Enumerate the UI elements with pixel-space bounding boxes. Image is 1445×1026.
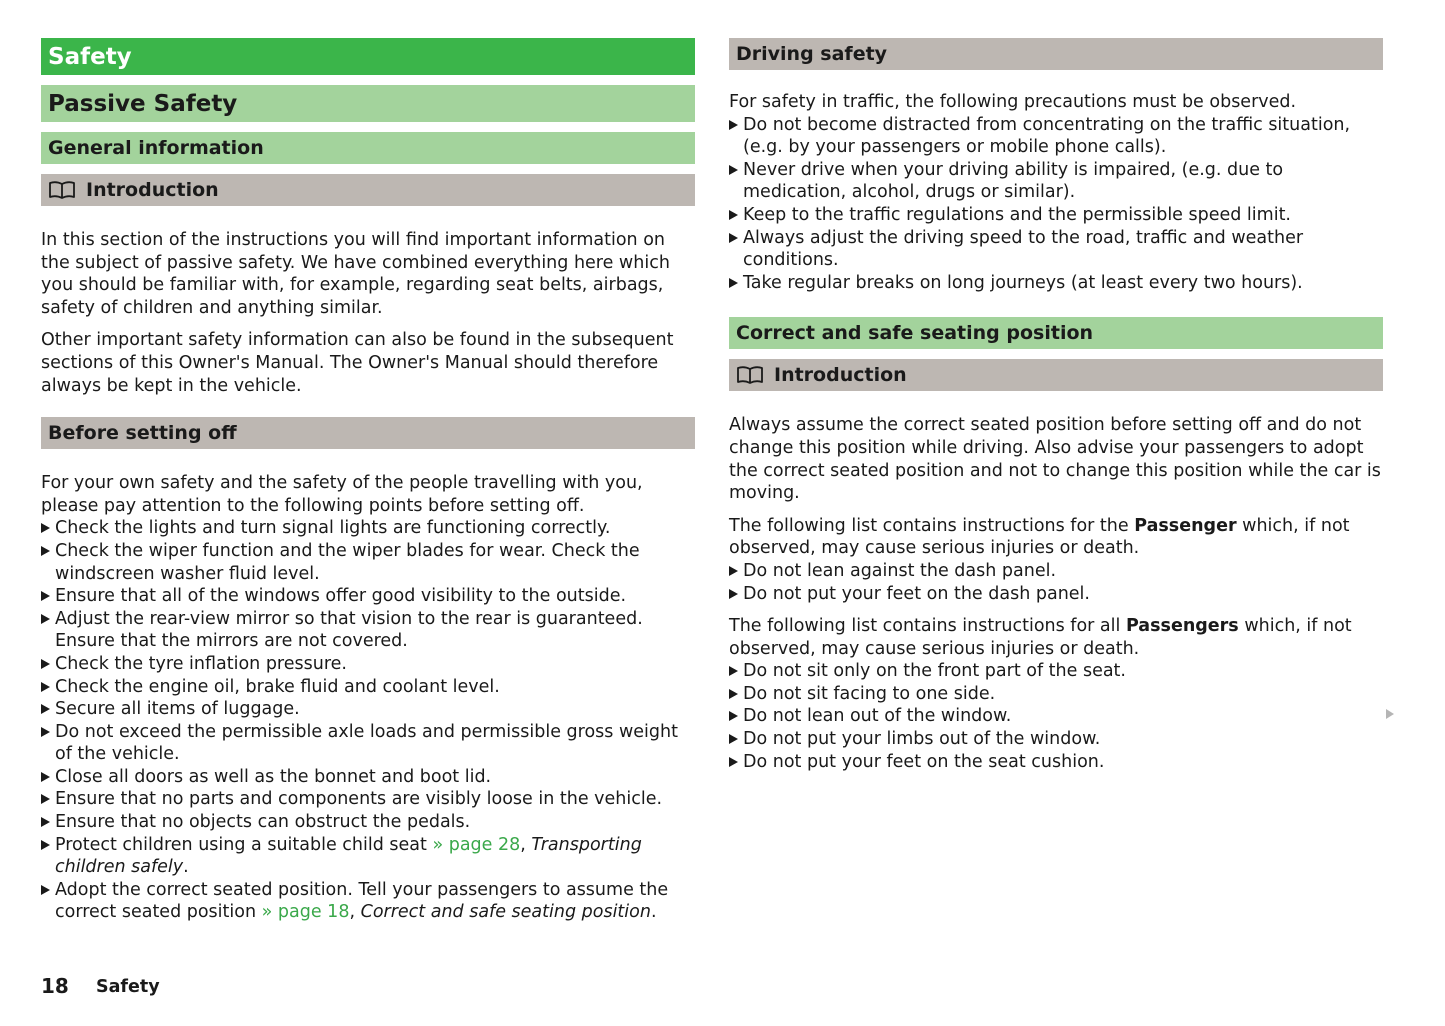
- list-item: [41, 540, 695, 585]
- list-item: [729, 204, 1383, 227]
- list-item: [729, 683, 1383, 706]
- list-item: [41, 788, 695, 811]
- list-item-text: Check the tyre inflation pressure.: [55, 653, 347, 674]
- bullet-arrow-icon: [729, 734, 738, 744]
- list-item-text: Ensure that no objects can obstruct the pedals.: [55, 812, 471, 833]
- before-setting-off-intro: For your own safety and the safety of the people travelling with you, please pay attention to the following points before setting off.: [41, 473, 643, 516]
- bullet-arrow-icon: [41, 659, 50, 669]
- book-icon: [736, 365, 764, 385]
- driving-safety-heading-text: Driving safety: [736, 43, 888, 65]
- bullet-arrow-icon: [41, 591, 50, 601]
- seating-introduction-heading: [729, 359, 1383, 391]
- bullet-arrow-icon: [729, 689, 738, 699]
- bullet-arrow-icon: [41, 614, 50, 624]
- before-setting-off-heading-text: Before setting off: [48, 422, 237, 445]
- list-item-text: Always adjust the driving speed to the road, traffic and weather conditions.: [743, 227, 1304, 271]
- passenger-bold: Passenger: [1134, 515, 1237, 536]
- list-item: [41, 608, 695, 653]
- passengers-bold: Passengers: [1125, 616, 1239, 637]
- bullet-arrow-icon: [41, 885, 50, 895]
- list-item-text: Protect children using a suitable child seat: [55, 834, 427, 855]
- bullet-arrow-icon: [41, 704, 50, 714]
- list-item: [41, 811, 695, 834]
- list-item: [41, 653, 695, 676]
- intro-paragraph-1: In this section of the instructions you will find important information on the subject of passive safety. We have combined everything here which you should be familiar with, for example, regarding seat belts, airbags, safety of children and anything similar.: [41, 230, 670, 318]
- list-item: [729, 227, 1383, 272]
- introduction-heading-text: Introduction: [774, 364, 907, 387]
- bullet-arrow-icon: [729, 120, 738, 130]
- list-item-text: Do not put your feet on the seat cushion.: [743, 751, 1105, 772]
- list-item: [729, 705, 1383, 728]
- bullet-arrow-icon: [41, 546, 50, 556]
- intro-paragraph-2: Other important safety information can also be found in the subsequent sections of this Owner's Manual. The Owner's Manual should therefore always be kept in the vehicle.: [41, 330, 674, 396]
- bullet-arrow-icon: [729, 278, 738, 288]
- driving-safety-heading: [729, 38, 1383, 70]
- list-item-seated-position: Adopt the correct seated position. Tell your passengers to assume the correct seated position » page 18, Correct and safe seating position.: [41, 879, 695, 924]
- list-item-text: Take regular breaks on long journeys (at least every two hours).: [743, 272, 1303, 293]
- list-item-text: Keep to the traffic regulations and the permissible speed limit.: [743, 204, 1291, 225]
- driving-safety-list: [729, 114, 1383, 295]
- footer-section-title: Safety: [96, 977, 160, 997]
- passengers-list: [729, 660, 1383, 773]
- section-heading-passive-safety: [41, 85, 695, 122]
- bullet-arrow-icon: [41, 523, 50, 533]
- chapter-heading-safety: [41, 38, 695, 75]
- seating-position-heading: [729, 317, 1383, 349]
- list-item-text: Check the lights and turn signal lights are functioning correctly.: [55, 518, 611, 539]
- list-item-text: Adjust the rear-view mirror so that vision to the rear is guaranteed. Ensure that the mirrors are not covered.: [55, 608, 643, 652]
- bullet-arrow-icon: [729, 589, 738, 599]
- list-item: [729, 583, 1383, 606]
- cross-reference-title: Correct and safe seating position: [360, 902, 651, 923]
- list-item-text: Adopt the correct seated position. Tell your passengers to assume the correct seated position: [55, 879, 669, 923]
- list-item-text: Do not lean against the dash panel.: [743, 560, 1057, 581]
- list-item-text: Never drive when your driving ability is impaired, (e.g. due to medication, alcohol, drugs or similar).: [743, 159, 1284, 203]
- passenger-paragraph: [729, 515, 1383, 560]
- list-item-text: Do not put your feet on the dash panel.: [743, 583, 1090, 604]
- subsection-heading-text: General information: [48, 137, 264, 159]
- before-setting-off-heading: [41, 417, 695, 449]
- seating-position-heading-text: Correct and safe seating position: [736, 322, 1094, 345]
- book-icon: [48, 180, 76, 200]
- bullet-arrow-icon: [41, 772, 50, 782]
- list-item: [729, 114, 1383, 159]
- list-item-text: Ensure that all of the windows offer good visibility to the outside.: [55, 586, 627, 607]
- list-item: [729, 728, 1383, 751]
- page-28-link[interactable]: » page 28: [432, 834, 521, 855]
- list-item-text: Do not sit only on the front part of the seat.: [743, 661, 1126, 682]
- passenger-text-pre: The following list contains instructions for the: [729, 515, 1129, 536]
- bullet-arrow-icon: [729, 210, 738, 220]
- chapter-heading-text: Safety: [48, 43, 132, 70]
- list-item-text: Close all doors as well as the bonnet and boot lid.: [55, 766, 492, 787]
- list-item-text: Do not lean out of the window.: [743, 706, 1012, 727]
- list-item: [729, 660, 1383, 683]
- list-item: [41, 698, 695, 721]
- list-item-text: Do not become distracted from concentrating on the traffic situation, (e.g. by your passengers or mobile phone calls).: [743, 114, 1351, 158]
- list-item-text: Do not exceed the permissible axle loads and permissible gross weight of the vehicle.: [55, 721, 678, 765]
- continue-arrow-icon: [1386, 709, 1394, 719]
- bullet-arrow-icon: [729, 233, 738, 243]
- list-item-text: Do not sit facing to one side.: [743, 683, 996, 704]
- passengers-text-pre: The following list contains instructions for all: [729, 616, 1121, 637]
- right-column: [729, 38, 1383, 773]
- passenger-list: [729, 560, 1383, 605]
- introduction-heading-text: Introduction: [86, 179, 219, 201]
- subsection-heading-general-information: [41, 132, 695, 164]
- section-heading-text: Passive Safety: [48, 90, 238, 117]
- list-item: [729, 272, 1383, 295]
- list-item-text: Check the engine oil, brake fluid and coolant level.: [55, 676, 500, 697]
- list-item: [729, 751, 1383, 774]
- page-number: 18: [41, 974, 69, 998]
- bullet-arrow-icon: [41, 817, 50, 827]
- bullet-arrow-icon: [729, 165, 738, 175]
- passengers-text-post: which, if not observed, may cause serious injuries or death.: [729, 616, 1352, 659]
- seating-paragraph: Always assume the correct seated position before setting off and do not change this position while driving. Also advise your passengers to adopt the correct seated position and not to change this position while the car is moving.: [729, 415, 1381, 504]
- list-item-children: Protect children using a suitable child seat » page 28, Transporting children safely.: [41, 834, 695, 879]
- bullet-arrow-icon: [41, 794, 50, 804]
- list-item: [729, 560, 1383, 583]
- bullet-arrow-icon: [729, 666, 738, 676]
- list-item: [41, 721, 695, 766]
- before-setting-off-list: [41, 517, 695, 924]
- bullet-arrow-icon: [729, 566, 738, 576]
- list-item: [41, 676, 695, 699]
- driving-safety-intro: For safety in traffic, the following precautions must be observed.: [729, 92, 1297, 112]
- bullet-arrow-icon: [41, 727, 50, 737]
- passengers-paragraph: [729, 615, 1383, 660]
- list-item: [41, 766, 695, 789]
- introduction-heading: [41, 174, 695, 206]
- list-item-text: Check the wiper function and the wiper blades for wear. Check the windscreen washer fluid level.: [55, 540, 640, 584]
- bullet-arrow-icon: [729, 711, 738, 721]
- bullet-arrow-icon: [41, 840, 50, 850]
- passenger-text-post: which, if not observed, may cause serious injuries or death.: [729, 515, 1350, 559]
- bullet-arrow-icon: [41, 682, 50, 692]
- cross-reference-title: Transporting children safely: [55, 834, 642, 878]
- list-item-text: Secure all items of luggage.: [55, 699, 300, 720]
- list-item: [41, 585, 695, 608]
- list-item-text: Ensure that no parts and components are visibly loose in the vehicle.: [55, 789, 663, 810]
- list-item-text: Do not put your limbs out of the window.: [743, 729, 1101, 750]
- left-column: [41, 38, 695, 924]
- page-18-link[interactable]: » page 18: [261, 902, 350, 923]
- list-item: [729, 159, 1383, 204]
- list-item: [41, 517, 695, 540]
- bullet-arrow-icon: [729, 757, 738, 767]
